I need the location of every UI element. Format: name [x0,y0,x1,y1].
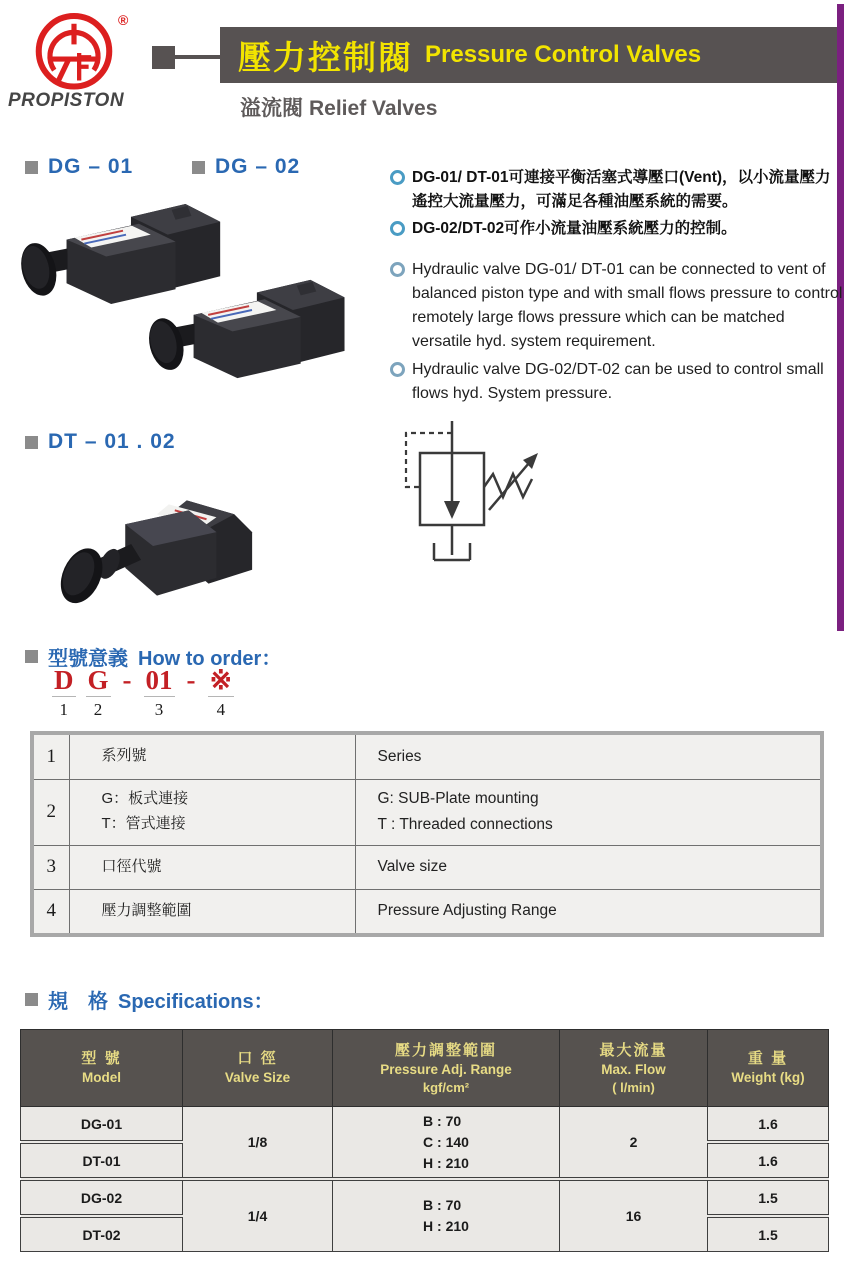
brand-emblem-icon [28,10,120,96]
code-char: D [54,665,74,695]
model-cell: DT-01 [21,1142,183,1179]
size-cell: 1/4 [183,1179,333,1252]
size-cell: 1/8 [183,1107,333,1180]
heading-zh: 規 格 [48,991,108,1013]
circle-bullet-icon [390,262,405,277]
dg02-valve-image [140,267,364,391]
row-number: 2 [32,779,69,845]
model-label-text: DT – 01 . 02 [48,430,176,453]
col-header-pressure: 壓力調整範圍 Pressure Adj. Range kgf/cm² [333,1030,560,1107]
square-bullet-icon [25,436,38,449]
circle-bullet-icon [390,362,405,377]
model-cell: DT-02 [21,1216,183,1252]
cell-en: Series [377,747,422,765]
feature-item-en [390,258,846,354]
feature-item-en [390,358,846,406]
code-index: 1 [59,699,68,719]
code-char: 01 [145,665,173,695]
code-index: 2 [93,699,103,719]
cell-en: G: SUB-Plate mounting [377,790,539,808]
table-row [32,779,822,845]
code-part [52,666,76,720]
square-bullet-icon [25,650,38,663]
code-char: ※ [209,665,233,695]
feature-text: DG-02/DT-02可作小流量油壓系統壓力的控制。 [412,220,737,238]
pressure-cell: B : 70 C : 140 H : 210 [333,1107,560,1180]
col-header-weight: 重 量 Weight (kg) [708,1030,829,1107]
pressure-cell: B : 70 H : 210 [333,1179,560,1252]
table-row [32,845,822,889]
model-label-dg01 [25,155,133,179]
feature-item-zh [390,166,846,214]
subtitle-en: Relief Valves [309,97,438,120]
spec-header-row [21,1030,829,1107]
spec-row-dg01 [21,1107,829,1143]
code-part [208,666,235,720]
code-char: - [186,665,196,695]
page-title-zh: 壓力控制閥 [238,38,413,76]
registered-icon: ® [118,12,129,28]
model-label-text: DG – 02 [215,155,301,178]
feature-text: Hydraulic valve DG-01/ DT-01 can be connected to vent of balanced piston type and with small flows pressure to control remotely large flows pressure which can be matched versatile hyd. system requirement. [412,261,843,350]
circle-bullet-icon [390,221,405,236]
cell-zh: 系列號 [101,747,147,765]
title-banner [220,27,837,83]
code-char: - [122,665,132,695]
flow-cell: 2 [560,1107,708,1180]
heading-en: How to order： [138,648,282,670]
cell-zh: 口徑代號 [101,857,162,875]
flow-cell: 16 [560,1179,708,1252]
model-cell: DG-01 [21,1107,183,1143]
banner-connector-line [173,55,221,59]
square-bullet-icon [25,161,38,174]
cell-zh2: T：管式連接 [101,815,186,832]
circle-bullet-icon [390,170,405,185]
feature-list-zh [390,166,846,244]
code-part [185,666,198,699]
spec-row-dg02 [21,1179,829,1216]
code-part [121,666,134,699]
weight-cell: 1.6 [708,1107,829,1143]
banner-connector-square-icon [152,46,175,69]
subtitle-zh: 溢流閥 [240,97,303,120]
brand-name: PROPISTON [8,90,125,111]
cell-en2: T : Threaded connections [377,816,553,833]
cell-zh: 壓力調整範圍 [101,901,192,919]
table-row [32,733,822,779]
cell-en: Pressure Adjusting Range [377,902,557,920]
model-label-text: DG – 01 [48,155,134,178]
code-index: 4 [216,699,226,719]
table-row [32,889,822,935]
feature-text: DG-01/ DT-01可連接平衡活塞式導壓口(Vent)，以小流量壓力遙控大流量壓力，可滿足各種油壓系統的需要。 [412,169,831,211]
model-label-dt0102 [25,430,176,454]
col-header-model: 型 號 Model [21,1030,183,1107]
dt-valve-image [38,472,266,624]
cell-zh: G：板式連接 [101,790,189,808]
specifications-heading [25,985,274,1014]
weight-cell: 1.5 [708,1216,829,1252]
feature-list-en [390,258,846,410]
page-title-en: Pressure Control Valves [425,41,702,68]
code-part [144,666,175,720]
feature-text: Hydraulic valve DG-02/DT-02 can be used to control small flows hyd. System pressure. [412,361,824,402]
col-header-flow: 最大流量 Max. Flow ( l/min) [560,1030,708,1107]
page-subtitle [240,92,443,122]
row-number: 3 [32,845,69,889]
square-bullet-icon [192,161,205,174]
feature-item-zh [390,217,846,241]
specifications-table [20,1029,829,1252]
weight-cell: 1.5 [708,1179,829,1216]
model-cell: DG-02 [21,1179,183,1216]
code-part [86,666,111,720]
row-number: 1 [32,733,69,779]
row-number: 4 [32,889,69,935]
heading-en: Specifications： [118,991,274,1013]
cell-en: Valve size [377,858,447,876]
weight-cell: 1.6 [708,1142,829,1179]
code-index: 3 [154,699,164,719]
relief-valve-symbol [380,417,545,575]
square-bullet-icon [25,993,38,1006]
heading-zh: 型號意義 [48,648,128,670]
order-code [52,666,240,720]
col-header-size: 口 徑 Valve Size [183,1030,333,1107]
order-meaning-table [30,731,824,937]
code-char: G [87,665,109,695]
model-label-dg02 [192,155,300,179]
